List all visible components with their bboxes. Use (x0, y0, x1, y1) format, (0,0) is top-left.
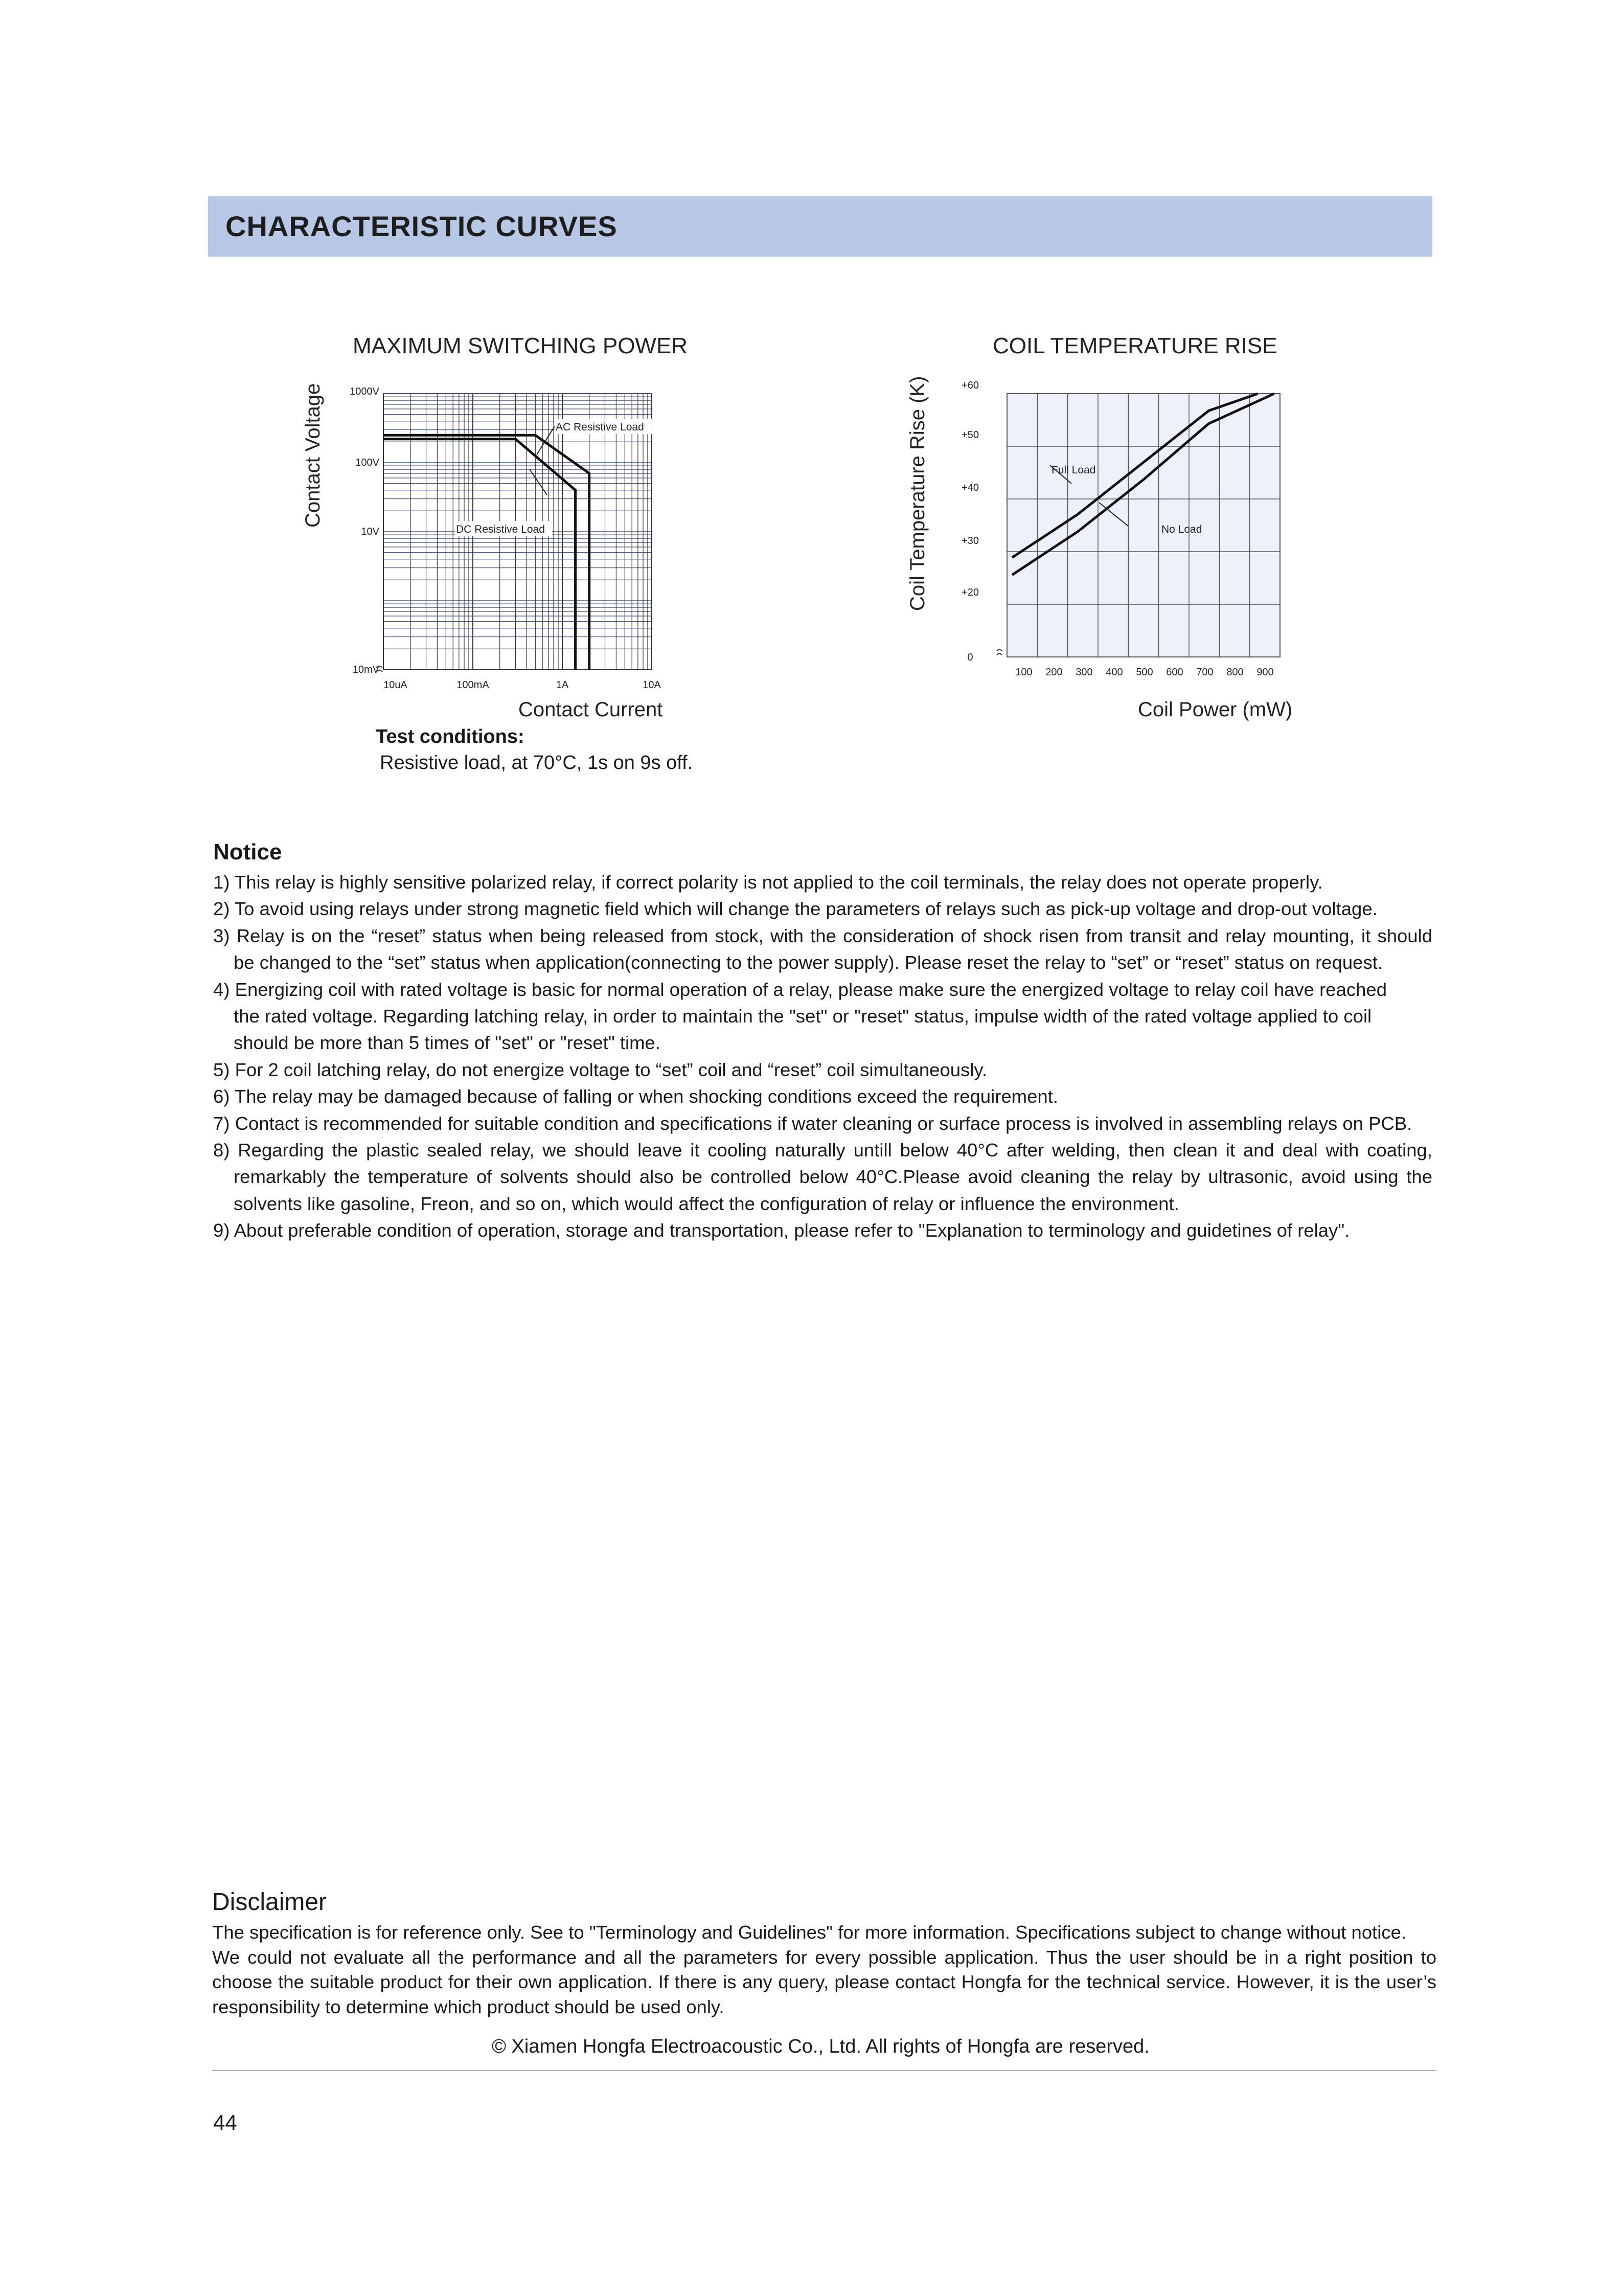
coil-chart-grid (1007, 394, 1280, 657)
axis-break-mark (997, 650, 1002, 655)
copyright-notice: © Xiamen Hongfa Electroacoustic Co., Ltd. All rights of Hongfa are reserved. (492, 2036, 1150, 2057)
notice-item (213, 1110, 1432, 1137)
coil-x-tick: 100 (1015, 667, 1033, 678)
switching-x-tick: 10A (643, 679, 661, 691)
coil-y-axis-title: Coil Temperature Rise (K) (906, 376, 929, 611)
coil-x-tick: 200 (1045, 667, 1063, 678)
notice-item (213, 869, 1432, 896)
section-title: CHARACTERISTIC CURVES (225, 210, 618, 242)
switching-y-tick: 1000V (350, 386, 379, 397)
switching-power-chart (337, 378, 685, 695)
switching-y-tick: 10V (361, 526, 379, 537)
coil-temp-chart-title: COIL TEMPERATURE RISE (993, 333, 1277, 358)
notice-item (213, 896, 1432, 922)
notice-list (213, 869, 1432, 1244)
coil-x-tick: 600 (1166, 667, 1183, 678)
test-conditions-text: Resistive load, at 70°C, 1s on 9s off. (380, 752, 693, 774)
notice-item (213, 923, 1432, 976)
switching-power-chart-title: MAXIMUM SWITCHING POWER (353, 333, 688, 358)
notice-line: 9) About preferable condition of operation, storage and transportation, please refer to "Explanation to terminology and guidetines of relay". (213, 1220, 1350, 1241)
notice-line: should be more than 5 times of "set" or "reset" time. (234, 1032, 660, 1054)
coil-y-tick: 0 (967, 652, 973, 663)
notice-line: 4) Energizing coil with rated voltage is basic for normal operation of a relay, please make sure the energized voltage to relay coil have reached (213, 979, 1387, 1000)
notice-line: 6) The relay may be damaged because of falling or when shocking conditions exceed the requirement. (213, 1086, 1058, 1107)
coil-x-tick: 400 (1106, 667, 1123, 678)
coil-y-tick: +20 (962, 587, 979, 598)
notice-line: 8) Regarding the plastic sealed relay, we should leave it cooling naturally untill below 40°C after welding, then clean it and deal with coating, (213, 1140, 1432, 1161)
notice-line: 7) Contact is recommended for suitable condition and specifications if water cleaning or surface process is involved in assembling relays on PCB. (213, 1112, 1412, 1134)
switching-x-axis-title: Contact Current (518, 698, 663, 721)
notice-line: 2) To avoid using relays under strong magnetic field which will change the parameters of relays such as pick-up voltage and drop-out voltage. (213, 898, 1378, 920)
notice-item (213, 1083, 1432, 1110)
notice-line: solvents like gasoline, Freon, and so on, which would affect the configuration of relay or influence the environment. (234, 1193, 1179, 1214)
test-conditions-heading: Test conditions: (376, 726, 524, 747)
notice-item (213, 976, 1432, 1057)
notice-item (213, 1057, 1432, 1083)
page-number: 44 (213, 2110, 237, 2134)
coil-y-tick: +50 (962, 429, 979, 441)
coil-y-tick: +40 (962, 482, 979, 493)
notice-title: Notice (213, 839, 282, 865)
switching-y-axis-title: Contact Voltage (302, 383, 324, 528)
disclaimer-title: Disclaimer (212, 1889, 327, 1916)
coil-x-tick: 300 (1076, 667, 1093, 678)
notice-item (213, 1137, 1432, 1217)
full-load-label: Full Load (1051, 464, 1096, 476)
switching-y-tick: 10mV (352, 664, 379, 675)
coil-temperature-chart (946, 378, 1304, 685)
notice-item (213, 1217, 1432, 1244)
disclaimer-text (212, 1920, 1436, 2019)
disclaimer-line: choose the suitable product for their own application. If there is any query, please contact Hongfa for the technical service. However, it is the user’s (212, 1971, 1436, 1993)
coil-x-tick: 900 (1256, 667, 1274, 678)
switching-x-tick: 10uA (383, 679, 407, 691)
ac-resistive-load-label: AC Resistive Load (556, 421, 644, 433)
disclaimer-line: The specification is for reference only. See to "Terminology and Guidelines" for more information. Specifications subject to change without notice. (212, 1922, 1407, 1943)
coil-y-tick: +60 (962, 380, 979, 391)
disclaimer-line: We could not evaluate all the performance and all the parameters for every possible application. Thus the user should be in a right position to (212, 1946, 1436, 1968)
coil-x-axis-title: Coil Power (mW) (1138, 698, 1293, 721)
coil-x-tick: 800 (1226, 667, 1244, 678)
coil-x-tick: 500 (1136, 667, 1153, 678)
no-load-label: No Load (1161, 524, 1202, 535)
switching-y-tick: 100V (355, 457, 379, 468)
notice-line: the rated voltage. Regarding latching relay, in order to maintain the "set" or "reset" status, impulse width of the rated voltage applied to coil (234, 1006, 1372, 1027)
switching-x-tick: 100mA (456, 679, 489, 691)
section-header-banner (208, 196, 1432, 257)
switching-x-tick: 1A (556, 679, 569, 691)
notice-line: remarkably the temperature of solvents should also be controlled below 40°C.Please avoid cleaning the relay by ultrasonic, avoid using the (234, 1166, 1432, 1188)
footer-divider (212, 2070, 1436, 2071)
notice-line: be changed to the “set” status when application(connecting to the power supply). Please reset the relay to “set” or “reset” status on request. (234, 952, 1383, 973)
dc-resistive-load-label: DC Resistive Load (456, 524, 545, 535)
coil-x-tick: 700 (1196, 667, 1214, 678)
notice-line: 1) This relay is highly sensitive polarized relay, if correct polarity is not applied to the coil terminals, the relay does not operate properly. (213, 872, 1323, 893)
notice-line: 5) For 2 coil latching relay, do not energize voltage to “set” coil and “reset” coil simultaneously. (213, 1059, 988, 1080)
coil-y-tick: +30 (962, 535, 979, 547)
disclaimer-line: responsibility to determine which product should be used only. (212, 1996, 724, 2017)
notice-line: 3) Relay is on the “reset” status when being released from stock, with the consideration of shock risen from transit and relay mounting, it should (213, 925, 1432, 946)
